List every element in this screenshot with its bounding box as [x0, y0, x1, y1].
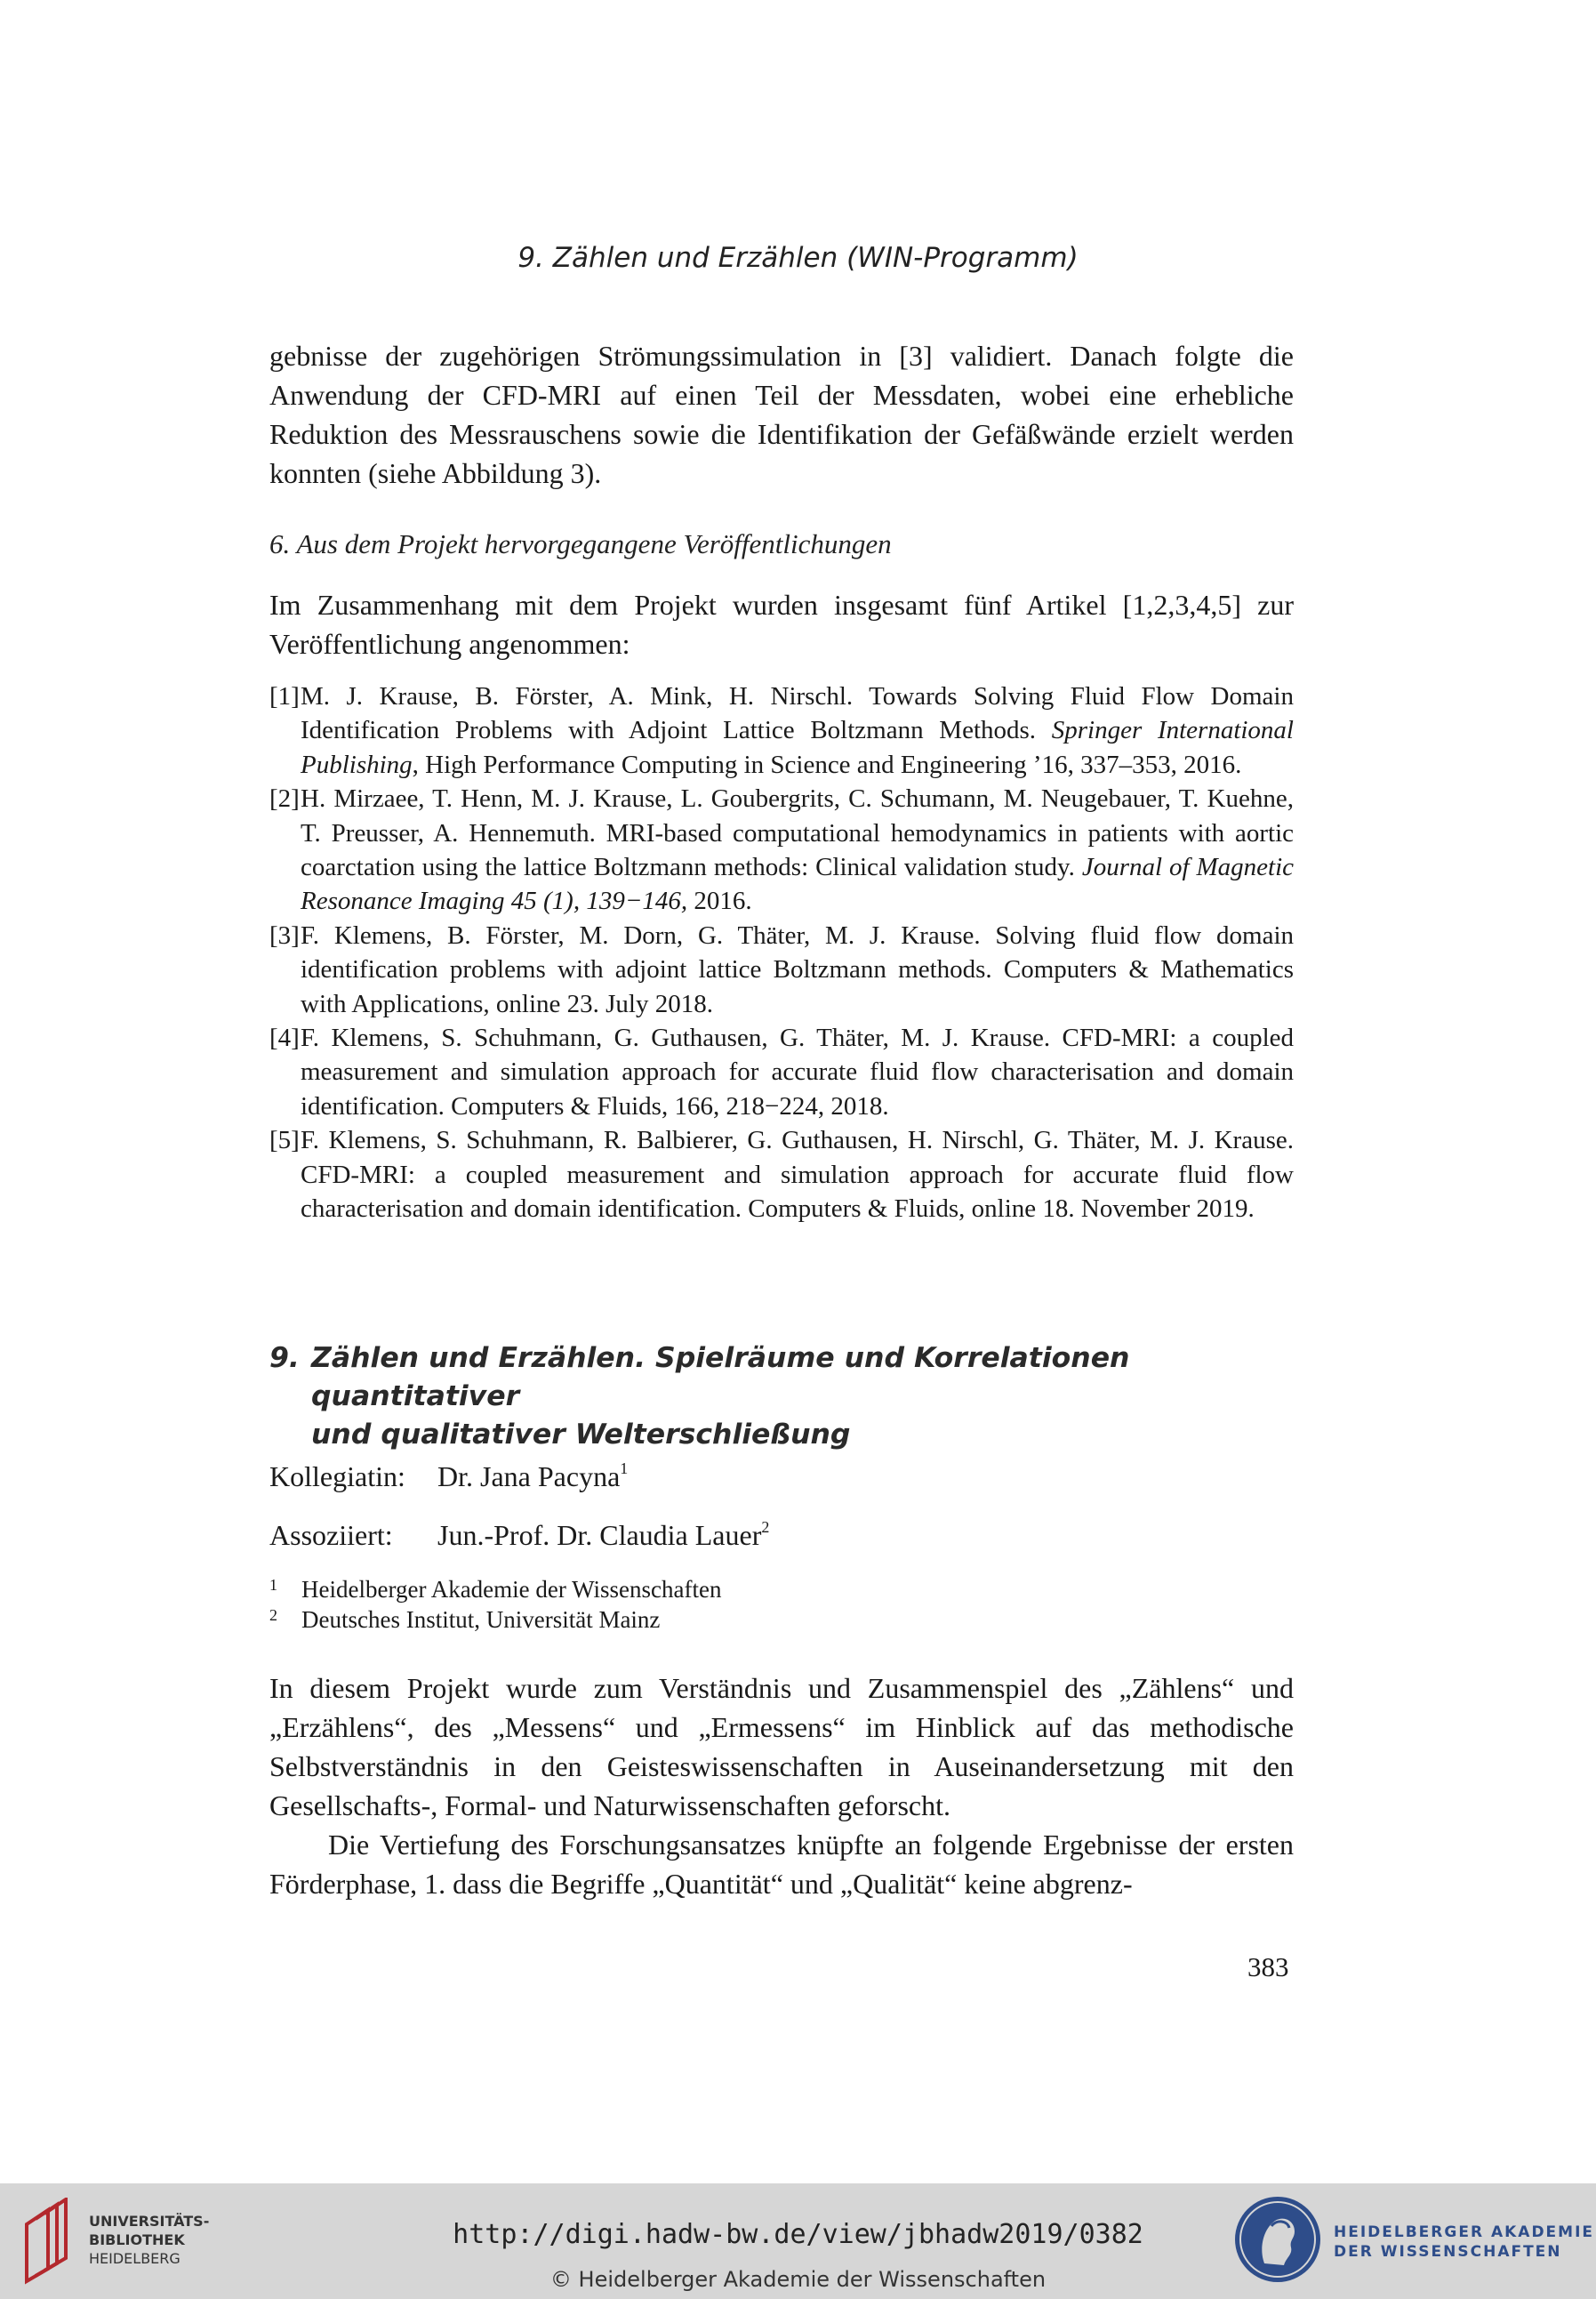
reference-rest: 2016. — [687, 887, 752, 916]
section-intro-block — [269, 585, 1294, 663]
academy-name-line: HEIDELBERGER AKADEMIE — [1334, 2223, 1595, 2241]
reference-item — [269, 782, 1294, 919]
footer-bar — [0, 2183, 1596, 2299]
footnote-number: 2 — [269, 1606, 277, 1624]
chapter-number: 9. — [269, 1342, 300, 1374]
footnote-marker: 2 — [761, 1518, 770, 1536]
section-heading: 6. Aus dem Projekt hervorgegangene Veröffentlichungen — [269, 528, 892, 559]
ub-name-line: HEIDELBERG — [89, 2250, 180, 2267]
footnote-number: 1 — [269, 1576, 277, 1594]
reference-text: M. J. Krause, B. Förster, A. Mink, H. Nirschl. Towards Solving Fluid Flow Domain Identification Problems with Adjoint Lattice Boltzmann Methods. — [301, 682, 1294, 745]
reference-number: [4] — [269, 1024, 300, 1053]
running-head: 9. Zählen und Erzählen (WIN-Programm) — [517, 242, 1079, 274]
reference-item — [269, 679, 1294, 782]
reference-text: F. Klemens, S. Schuhmann, R. Balbierer, G. Guthausen, H. Nirschl, G. Thäter, M. J. Krause. CFD-MRI: a coupled measurement and simulation approach for accurate fluid flow characterisation and domain identification. Computers & Fluids, online 18. November 2019. — [301, 1126, 1294, 1224]
reference-venue: Springer International Publishing — [301, 716, 1294, 779]
academy-seal-icon — [1232, 2194, 1323, 2285]
body-paragraph: In diesem Projekt wurde zum Verständnis und Zusammenspiel des „Zählens“ und „Erzählens“, des „Messens“ und „Ermessens“ im Hinblick auf das methodische Selbstverständnis in den Geisteswissenschaften in Auseinandersetzung mit den Gesellschafts-, Formal- und Naturwissenschaften geforscht. — [269, 1672, 1294, 1821]
reference-number: [1] — [269, 682, 300, 711]
person-fellow — [269, 1460, 628, 1493]
footnote-marker: 1 — [620, 1459, 629, 1477]
source-url-link[interactable]: http://digi.hadw-bw.de/view/jbhadw2019/0382 — [453, 2219, 1143, 2250]
reference-number: [3] — [269, 920, 300, 950]
reference-item — [269, 1021, 1294, 1123]
academy-name-line: DER WISSENSCHAFTEN — [1334, 2243, 1562, 2261]
person-name: Jun.-Prof. Dr. Claudia Lauer — [437, 1519, 762, 1551]
intro-paragraph-block — [269, 336, 1294, 493]
reference-number: [2] — [269, 784, 300, 814]
person-associate — [269, 1519, 769, 1552]
academy-name — [1334, 2223, 1594, 2262]
reference-number: [5] — [269, 1126, 300, 1155]
person-role: Kollegiatin: — [269, 1460, 405, 1492]
reference-item — [269, 1123, 1294, 1226]
section-intro: Im Zusammenhang mit dem Projekt wurden insgesamt fünf Artikel [1,2,3,4,5] zur Veröffentlichung angenommen: — [269, 589, 1294, 660]
affiliation-text: Heidelberger Akademie der Wissenschaften — [301, 1576, 722, 1603]
reference-rest: , High Performance Computing in Science and Engineering ’16, 337–353, 2016. — [412, 750, 1242, 779]
body-paragraph-block — [269, 1668, 1294, 1903]
chapter-title-line: und qualitativer Welterschließung — [311, 1419, 851, 1451]
copyright-notice: © Heidelberger Akademie der Wissenschaften — [549, 2267, 1047, 2292]
reference-item — [269, 919, 1294, 1021]
person-name: Dr. Jana Pacyna — [437, 1460, 621, 1492]
reference-venue: Journal of Magnetic Resonance Imaging 45 (1), 139−146, — [301, 853, 1294, 916]
reference-text: H. Mirzaee, T. Henn, M. J. Krause, L. Goubergrits, C. Schumann, M. Neugebauer, T. Kuehne, T. Preusser, A. Hennemuth. MRI-based computational hemodynamics in patients with aortic coarctation using the lattice Boltzmann methods: Clinical validation study. — [301, 784, 1294, 882]
ub-name-line: UNIVERSITÄTS- — [89, 2213, 210, 2230]
ub-name-line: BIBLIOTHEK — [89, 2231, 185, 2248]
intro-paragraph: gebnisse der zugehörigen Strömungssimulation in [3] validiert. Danach folgte die Anwendung der CFD-MRI auf einen Teil der Messdaten, wobei eine erhebliche Reduktion des Messrauschens sowie die Identifikation der Gefäßwände erzielt werden konnten (siehe Abbildung 3). — [269, 340, 1294, 489]
reference-text: F. Klemens, B. Förster, M. Dorn, G. Thäter, M. J. Krause. Solving fluid flow domain identification problems with adjoint lattice Boltzmann methods. Computers & Mathematics with Applications, online 23. July 2018. — [301, 920, 1294, 1018]
reference-text: F. Klemens, S. Schuhmann, G. Guthausen, G. Thäter, M. J. Krause. CFD-MRI: a coupled measurement and simulation approach for accurate fluid flow characterisation and domain identification. Computers & Fluids, 166, 218−224, 2018. — [301, 1024, 1294, 1121]
reference-list — [269, 679, 1294, 1226]
chapter-title — [269, 1339, 1301, 1454]
body-paragraph: Die Vertiefung des Forschungsansatzes knüpfte an folgende Ergebnisse der ersten Förderphase, 1. dass die Begriffe „Quantität“ und „Qualität“ keine abgrenz- — [269, 1829, 1294, 1900]
affiliation-text: Deutsches Institut, Universität Mainz — [301, 1606, 661, 1633]
affiliation — [269, 1600, 660, 1635]
person-role: Assoziiert: — [269, 1519, 393, 1551]
chapter-title-line: Zählen und Erzählen. Spielräume und Korrelationen quantitativer — [311, 1342, 1130, 1412]
page-number: 383 — [1247, 1951, 1289, 1982]
